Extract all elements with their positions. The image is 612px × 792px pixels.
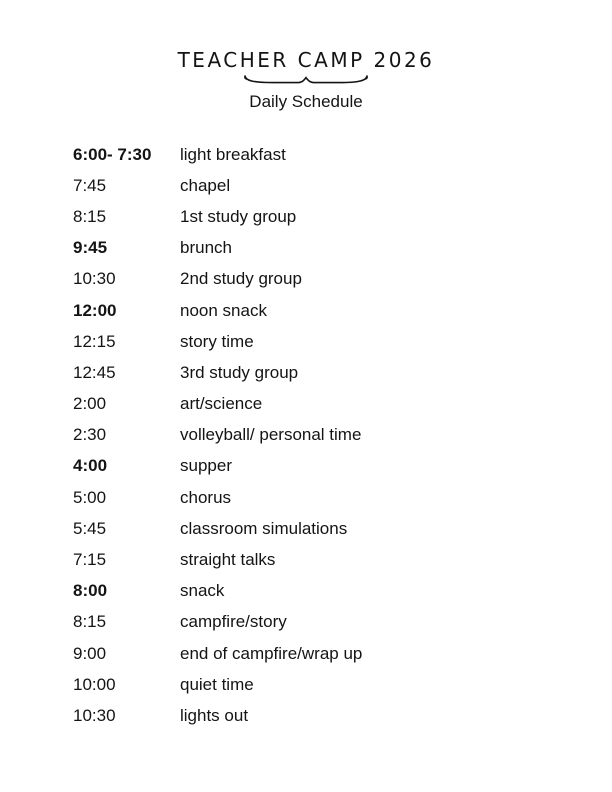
schedule-time: 7:15 [73, 550, 107, 570]
schedule-time: 2:00 [73, 394, 107, 414]
daily-schedule-list [73, 139, 553, 732]
page-subtitle: Daily Schedule [249, 92, 363, 111]
schedule-activity: light breakfast [180, 144, 286, 164]
schedule-row [73, 451, 553, 482]
schedule-activity: quiet time [180, 674, 254, 694]
schedule-activity: campfire/story [180, 612, 287, 632]
schedule-activity: 3rd study group [180, 362, 299, 382]
schedule-row [73, 482, 553, 513]
schedule-row [73, 700, 553, 731]
schedule-row [73, 295, 553, 326]
schedule-row [73, 264, 553, 295]
schedule-time: 7:45 [73, 175, 107, 195]
schedule-row [73, 669, 553, 700]
schedule-row [73, 139, 553, 170]
schedule-activity: 2nd study group [180, 269, 302, 289]
schedule-activity: art/science [180, 394, 263, 414]
schedule-row [73, 576, 553, 607]
schedule-activity: 1st study group [180, 206, 297, 226]
schedule-row [73, 326, 553, 357]
schedule-activity: noon snack [180, 300, 267, 320]
schedule-row [73, 544, 553, 575]
schedule-time: 12:15 [73, 331, 116, 351]
schedule-time: 2:30 [73, 425, 107, 445]
schedule-time: 12:00 [73, 300, 117, 320]
page-title: TEACHER CAMP 2026 [177, 48, 435, 72]
schedule-time: 10:00 [73, 674, 116, 694]
schedule-row [73, 357, 553, 388]
schedule-activity: volleyball/ personal time [180, 425, 362, 445]
schedule-activity: chapel [180, 175, 231, 195]
brace-ornament-icon [0, 74, 612, 85]
schedule-time: 8:15 [73, 206, 107, 226]
schedule-time: 9:00 [73, 643, 107, 663]
schedule-time: 5:45 [73, 518, 107, 538]
schedule-activity: chorus [180, 487, 232, 507]
schedule-activity: story time [180, 331, 254, 351]
schedule-activity: end of campfire/wrap up [180, 643, 363, 663]
schedule-time: 9:45 [73, 238, 108, 258]
schedule-time: 4:00 [73, 456, 108, 476]
schedule-time: 12:45 [73, 362, 116, 382]
schedule-activity: classroom simulations [180, 518, 348, 538]
schedule-time: 5:00 [73, 487, 107, 507]
schedule-row [73, 233, 553, 264]
schedule-row [73, 389, 553, 420]
schedule-activity: lights out [180, 705, 249, 725]
schedule-row [73, 170, 553, 201]
schedule-row [73, 201, 553, 232]
schedule-row [73, 513, 553, 544]
schedule-time: 8:00 [73, 581, 108, 601]
schedule-activity: brunch [180, 238, 232, 258]
schedule-row [73, 420, 553, 451]
schedule-time: 10:30 [73, 705, 116, 725]
schedule-row [73, 607, 553, 638]
schedule-activity: snack [180, 581, 225, 601]
schedule-time: 10:30 [73, 269, 116, 289]
schedule-activity: supper [180, 456, 232, 476]
schedule-row [73, 638, 553, 669]
schedule-time: 8:15 [73, 612, 107, 632]
schedule-activity: straight talks [180, 550, 276, 570]
schedule-time: 6:00- 7:30 [73, 144, 152, 164]
